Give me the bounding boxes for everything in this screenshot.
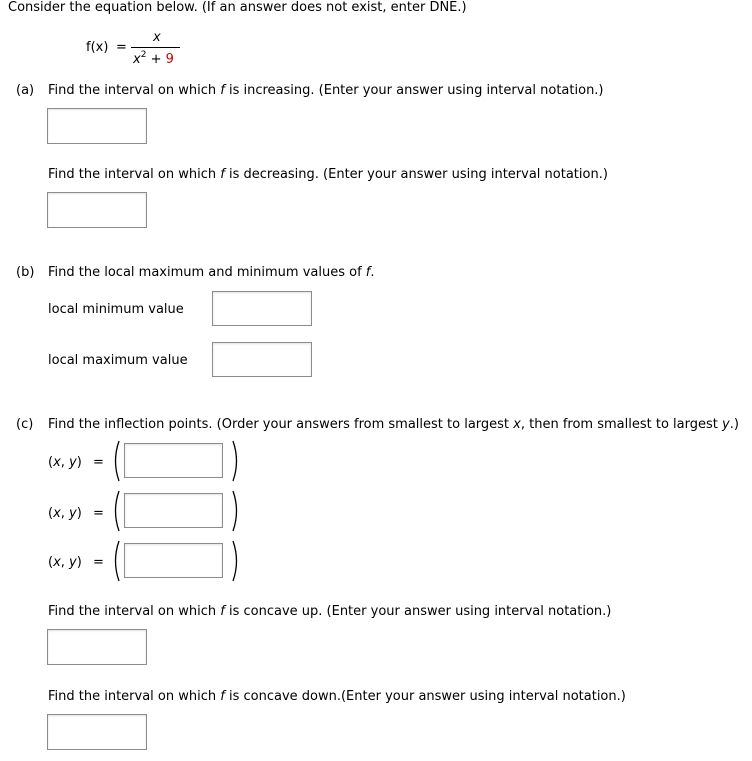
open-paren-icon: [112, 490, 120, 532]
equals-sign: =: [93, 506, 104, 521]
prompt-text: Find the interval on which: [48, 604, 221, 619]
function-symbol: f: [220, 689, 225, 704]
open-paren-icon: [112, 540, 120, 582]
denominator-variable: x: [133, 52, 141, 67]
part-a-label: (a): [16, 83, 35, 98]
open-paren-icon: [112, 440, 120, 482]
concave-down-prompt: [48, 689, 626, 704]
label-comma: ,: [60, 455, 70, 470]
prompt-text: Find the interval on which: [48, 83, 221, 98]
label-comma: ,: [60, 506, 70, 521]
inflection-point-label: [48, 506, 82, 521]
close-paren-icon: [232, 540, 240, 582]
variable-y: y: [721, 417, 730, 432]
prompt-text: , then from smallest to largest: [520, 417, 722, 432]
function-symbol: f: [220, 604, 225, 619]
label-paren: (: [48, 506, 54, 521]
inflection-point-3-input[interactable]: [124, 543, 223, 578]
prompt-text: is concave up. (Enter your answer using interval notation.): [224, 604, 612, 619]
part-b-prompt: [48, 265, 375, 280]
prompt-text: Find the local maximum and minimum values of: [48, 265, 366, 280]
part-a-decreasing-prompt: [48, 167, 608, 182]
prompt-text: Find the interval on which: [48, 167, 221, 182]
close-paren-icon: [232, 490, 240, 532]
function-symbol: f: [220, 83, 225, 98]
denominator-plus: +: [150, 52, 162, 67]
inflection-point-label: [48, 455, 82, 470]
local-max-input[interactable]: [212, 342, 312, 377]
function-symbol: f: [220, 167, 225, 182]
part-c-prompt: [48, 417, 739, 432]
inflection-point-1-input[interactable]: [124, 443, 223, 478]
concave-down-input[interactable]: [47, 714, 147, 750]
variable-y: y: [69, 506, 77, 521]
inflection-point-2-input[interactable]: [124, 493, 223, 528]
prompt-text: .: [370, 265, 375, 280]
equals-sign: =: [93, 455, 104, 470]
prompt-text: is increasing. (Enter your answer using interval notation.): [224, 83, 604, 98]
label-paren: ): [76, 506, 82, 521]
denominator-constant: 9: [165, 52, 174, 67]
local-min-label: local minimum value: [48, 302, 184, 317]
part-b-label: (b): [16, 265, 35, 280]
decreasing-interval-input[interactable]: [47, 192, 147, 228]
variable-x: x: [53, 455, 61, 470]
variable-x: x: [53, 506, 61, 521]
denominator-exponent: 2: [140, 50, 147, 60]
prompt-text: is concave down.(Enter your answer using interval notation.): [224, 689, 626, 704]
prompt-text: Find the interval on which: [48, 689, 221, 704]
local-max-label: local maximum value: [48, 353, 188, 368]
label-comma: ,: [60, 555, 70, 570]
equation-equals: =: [116, 40, 127, 55]
inflection-point-label: [48, 555, 82, 570]
equation-numerator: x: [153, 30, 161, 45]
variable-x: x: [53, 555, 61, 570]
equation-denominator: [133, 52, 174, 69]
concave-up-prompt: [48, 604, 611, 619]
prompt-text: .): [729, 417, 739, 432]
equals-sign: =: [93, 555, 104, 570]
part-a-increasing-prompt: [48, 83, 604, 98]
local-min-input[interactable]: [212, 291, 312, 326]
label-paren: (: [48, 455, 54, 470]
increasing-interval-input[interactable]: [47, 108, 147, 144]
prompt-text: is decreasing. (Enter your answer using interval notation.): [224, 167, 608, 182]
close-paren-icon: [232, 440, 240, 482]
fraction-bar: [131, 47, 180, 48]
variable-y: y: [69, 555, 77, 570]
variable-x: x: [513, 417, 521, 432]
label-paren: ): [76, 555, 82, 570]
concave-up-input[interactable]: [47, 629, 147, 665]
prompt-text: Find the inflection points. (Order your answers from smallest to largest: [48, 417, 514, 432]
equation-lhs: f(x): [86, 40, 109, 55]
label-paren: (: [48, 555, 54, 570]
variable-y: y: [69, 455, 77, 470]
part-c-label: (c): [16, 417, 34, 432]
label-paren: ): [76, 455, 82, 470]
function-symbol: f: [365, 265, 371, 280]
question-intro: Consider the equation below. (If an answer does not exist, enter DNE.): [8, 0, 467, 15]
